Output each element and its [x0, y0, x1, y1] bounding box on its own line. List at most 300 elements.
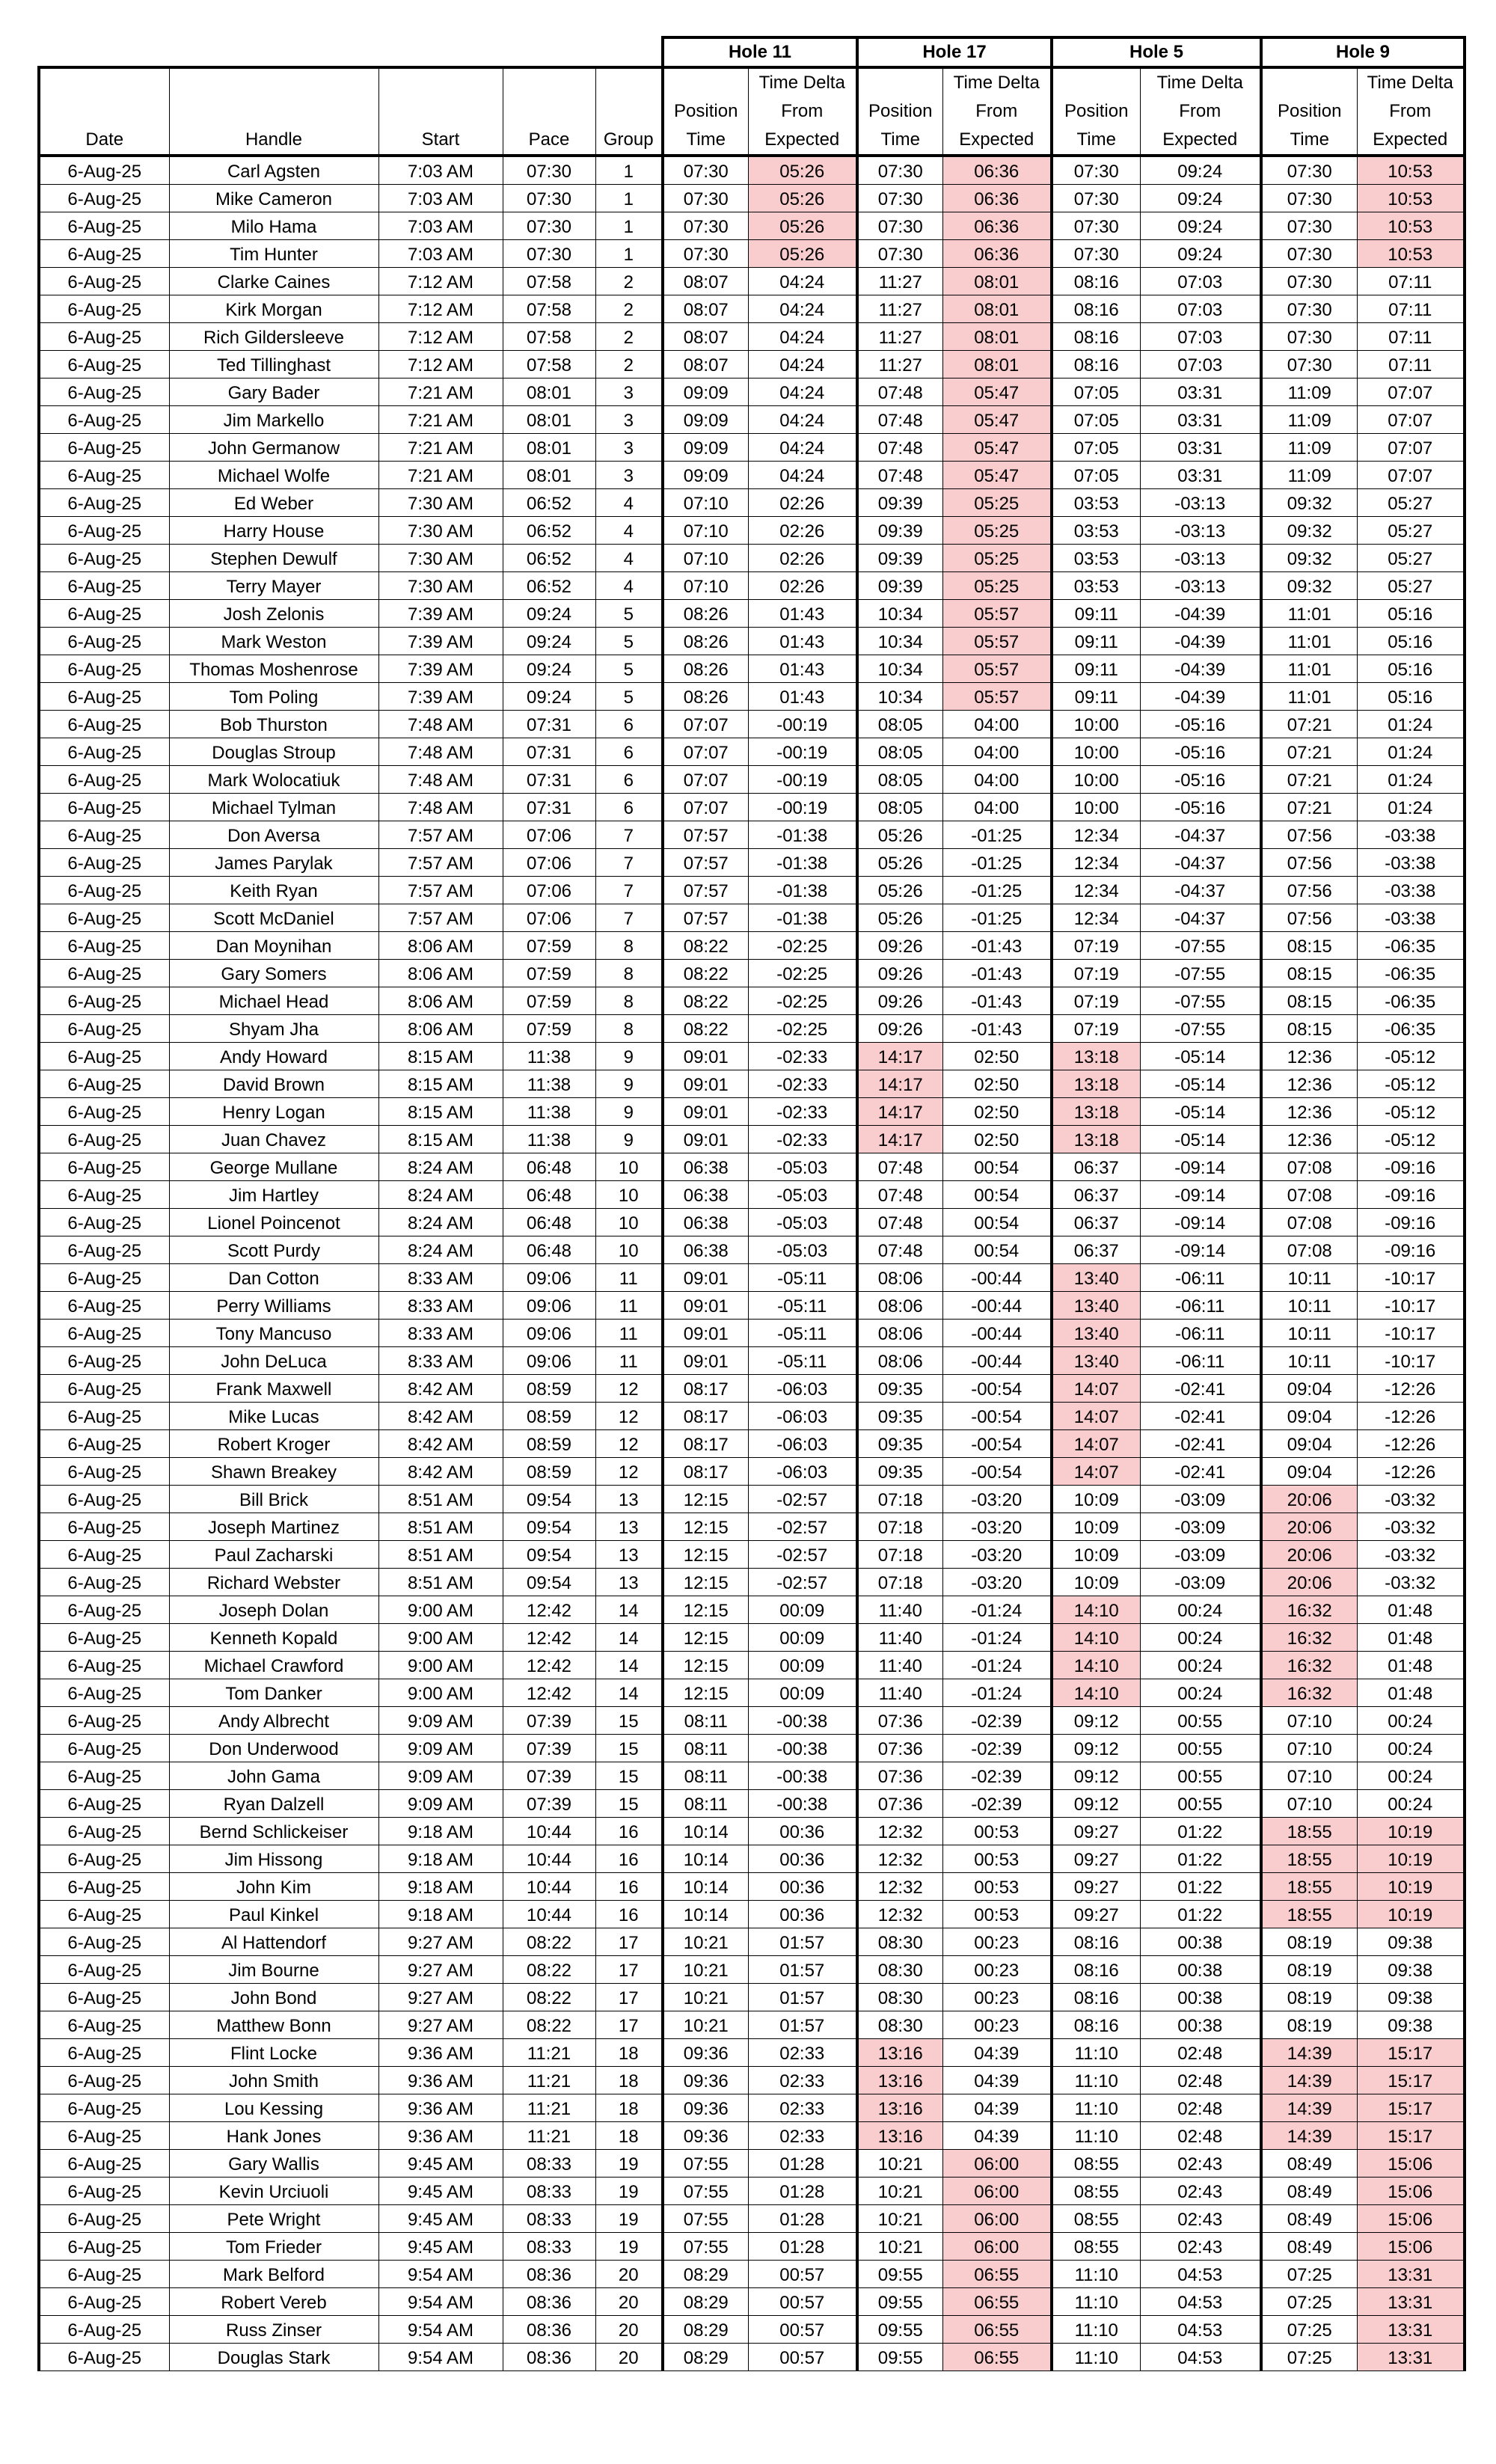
hole-17-position-time-cell: 09:39 — [857, 517, 942, 545]
handle-cell: Frank Maxwell — [169, 1375, 378, 1403]
hole-9-time-delta-cell: 01:48 — [1357, 1596, 1465, 1624]
group-cell: 16 — [595, 1873, 663, 1901]
hole-11-position-time-cell: 08:26 — [663, 655, 748, 683]
hole-9-position-time-cell: 14:39 — [1261, 2039, 1357, 2067]
hole-5-position-time-cell: 10:00 — [1052, 766, 1140, 794]
hole-11-position-time-cell: 07:57 — [663, 904, 748, 932]
date-cell: 6-Aug-25 — [39, 1264, 169, 1292]
hole-9-position-time-cell: 12:36 — [1261, 1126, 1357, 1153]
hole-11-position-time-cell: 10:21 — [663, 1928, 748, 1956]
group-cell: 7 — [595, 877, 663, 904]
hole-5-position-time-header — [1052, 67, 1140, 156]
handle-cell: Michael Wolfe — [169, 462, 378, 489]
header-label-line: From — [781, 101, 824, 121]
hole-11-position-time-cell: 10:21 — [663, 1956, 748, 1984]
hole-9-position-time-cell: 09:04 — [1261, 1430, 1357, 1458]
handle-cell: Jim Bourne — [169, 1956, 378, 1984]
hole-11-time-delta-cell: -05:03 — [748, 1236, 857, 1264]
pace-cell: 12:42 — [503, 1652, 595, 1679]
hole-9-time-delta-cell: -03:38 — [1357, 821, 1465, 849]
pace-cell: 09:24 — [503, 628, 595, 655]
table-row — [39, 406, 1465, 434]
hole-11-time-delta-cell: 01:57 — [748, 1984, 857, 2011]
pace-cell: 09:06 — [503, 1292, 595, 1320]
date-cell: 6-Aug-25 — [39, 1873, 169, 1901]
hole-11-time-delta-cell: 04:24 — [748, 351, 857, 379]
header-spacer — [39, 37, 663, 67]
hole-5-time-delta-cell: 00:24 — [1140, 1652, 1261, 1679]
group-cell: 15 — [595, 1762, 663, 1790]
pace-cell: 08:01 — [503, 434, 595, 462]
hole-5-time-delta-cell: -03:13 — [1140, 545, 1261, 572]
hole-5-time-delta-cell: 03:31 — [1140, 462, 1261, 489]
handle-cell: Pete Wright — [169, 2205, 378, 2233]
table-row — [39, 2261, 1465, 2288]
hole-17-time-delta-cell: 06:36 — [942, 240, 1052, 268]
hole-11-position-time-cell: 08:11 — [663, 1790, 748, 1818]
hole-5-position-time-cell: 14:07 — [1052, 1375, 1140, 1403]
handle-cell: Terry Mayer — [169, 572, 378, 600]
hole-17-position-time-cell: 10:21 — [857, 2205, 942, 2233]
hole-17-time-delta-cell: 06:36 — [942, 156, 1052, 185]
table-row — [39, 904, 1465, 932]
group-cell: 9 — [595, 1043, 663, 1070]
hole-5-time-delta-cell: -05:14 — [1140, 1070, 1261, 1098]
table-row — [39, 987, 1465, 1015]
hole-9-position-time-cell: 08:49 — [1261, 2233, 1357, 2261]
hole-17-time-delta-cell: -03:20 — [942, 1513, 1052, 1541]
hole-9-position-time-cell: 07:21 — [1261, 794, 1357, 821]
group-cell: 16 — [595, 1818, 663, 1845]
pace-cell: 10:44 — [503, 1873, 595, 1901]
hole-9-position-time-cell: 11:09 — [1261, 406, 1357, 434]
hole-17-position-time-cell: 07:18 — [857, 1513, 942, 1541]
hole-5-time-delta-cell: -05:16 — [1140, 766, 1261, 794]
hole-9-time-delta-cell: 15:06 — [1357, 2150, 1465, 2178]
hole-17-position-time-cell: 13:16 — [857, 2122, 942, 2150]
handle-cell: Mark Weston — [169, 628, 378, 655]
hole-11-position-time-cell: 07:30 — [663, 185, 748, 212]
hole-9-time-delta-cell: 07:11 — [1357, 295, 1465, 323]
hole-9-time-delta-cell: -06:35 — [1357, 987, 1465, 1015]
hole-17-time-delta-cell: 06:55 — [942, 2288, 1052, 2316]
pace-cell: 07:06 — [503, 877, 595, 904]
hole-11-position-time-cell: 09:01 — [663, 1292, 748, 1320]
start-cell: 9:27 AM — [378, 2011, 503, 2039]
hole-11-position-time-cell: 06:38 — [663, 1153, 748, 1181]
hole-17-time-delta-cell: 05:57 — [942, 655, 1052, 683]
hole-5-position-time-cell: 07:19 — [1052, 932, 1140, 960]
group-cell: 3 — [595, 434, 663, 462]
hole-11-position-time-cell: 12:15 — [663, 1596, 748, 1624]
start-cell: 7:48 AM — [378, 794, 503, 821]
hole-9-time-delta-cell: 00:24 — [1357, 1735, 1465, 1762]
pace-cell: 07:30 — [503, 212, 595, 240]
hole-11-position-time-cell: 07:07 — [663, 794, 748, 821]
hole-9-time-delta-cell: -10:17 — [1357, 1347, 1465, 1375]
hole-11-time-delta-cell: -02:33 — [748, 1126, 857, 1153]
hole-9-time-delta-cell: -12:26 — [1357, 1403, 1465, 1430]
handle-cell: John DeLuca — [169, 1347, 378, 1375]
hole-17-time-delta-cell: 08:01 — [942, 295, 1052, 323]
hole-17-time-delta-header — [942, 67, 1052, 156]
date-cell: 6-Aug-25 — [39, 545, 169, 572]
start-cell: 9:18 AM — [378, 1873, 503, 1901]
hole-9-time-delta-cell: 07:11 — [1357, 351, 1465, 379]
hole-9-position-time-cell: 20:06 — [1261, 1541, 1357, 1569]
table-row — [39, 489, 1465, 517]
hole-17-time-delta-cell: -00:44 — [942, 1347, 1052, 1375]
hole-5-position-time-cell: 14:10 — [1052, 1596, 1140, 1624]
hole-17-position-time-cell: 07:48 — [857, 462, 942, 489]
pace-cell: 07:39 — [503, 1707, 595, 1735]
hole-5-position-time-cell: 11:10 — [1052, 2094, 1140, 2122]
start-cell: 7:21 AM — [378, 379, 503, 406]
handle-cell: John Smith — [169, 2067, 378, 2094]
hole-9-time-delta-cell: 10:53 — [1357, 156, 1465, 185]
hole-9-time-delta-cell: 10:19 — [1357, 1845, 1465, 1873]
table-row — [39, 1181, 1465, 1209]
hole-17-time-delta-cell: -00:54 — [942, 1375, 1052, 1403]
hole-5-time-delta-cell: -09:14 — [1140, 1181, 1261, 1209]
pace-cell: 08:59 — [503, 1375, 595, 1403]
group-cell: 9 — [595, 1098, 663, 1126]
hole-9-time-delta-cell: -03:32 — [1357, 1541, 1465, 1569]
hole-5-header: Hole 5 — [1052, 37, 1261, 67]
hole-11-time-delta-cell: 05:26 — [748, 212, 857, 240]
hole-9-time-delta-cell: 10:19 — [1357, 1901, 1465, 1928]
table-row — [39, 2344, 1465, 2371]
hole-17-time-delta-cell: -01:43 — [942, 987, 1052, 1015]
hole-5-position-time-cell: 07:19 — [1052, 987, 1140, 1015]
hole-17-time-delta-cell: -00:44 — [942, 1320, 1052, 1347]
hole-5-time-delta-cell: -03:09 — [1140, 1541, 1261, 1569]
pace-cell: 07:30 — [503, 240, 595, 268]
date-cell: 6-Aug-25 — [39, 489, 169, 517]
hole-11-time-delta-cell: 00:36 — [748, 1901, 857, 1928]
start-cell: 9:54 AM — [378, 2344, 503, 2371]
hole-17-position-time-cell: 07:18 — [857, 1569, 942, 1596]
handle-cell: Josh Zelonis — [169, 600, 378, 628]
hole-5-time-delta-cell: 00:38 — [1140, 1928, 1261, 1956]
hole-17-position-time-cell: 05:26 — [857, 849, 942, 877]
hole-9-position-time-cell: 07:25 — [1261, 2288, 1357, 2316]
hole-17-position-time-cell: 07:36 — [857, 1762, 942, 1790]
hole-17-position-time-cell: 07:18 — [857, 1541, 942, 1569]
pace-cell: 07:39 — [503, 1790, 595, 1818]
hole-17-position-time-cell: 12:32 — [857, 1873, 942, 1901]
group-header: Group — [595, 67, 663, 156]
date-cell: 6-Aug-25 — [39, 268, 169, 295]
hole-17-time-delta-cell: -02:39 — [942, 1762, 1052, 1790]
hole-9-time-delta-cell: -10:17 — [1357, 1264, 1465, 1292]
hole-11-time-delta-cell: -05:03 — [748, 1181, 857, 1209]
hole-17-position-time-cell: 07:48 — [857, 1181, 942, 1209]
hole-5-position-time-cell: 08:16 — [1052, 268, 1140, 295]
pace-cell: 06:48 — [503, 1181, 595, 1209]
group-cell: 20 — [595, 2344, 663, 2371]
pace-cell: 09:24 — [503, 655, 595, 683]
pace-cell: 08:36 — [503, 2261, 595, 2288]
start-cell: 8:51 AM — [378, 1569, 503, 1596]
hole-9-time-delta-cell: 00:24 — [1357, 1790, 1465, 1818]
hole-9-position-time-cell: 07:21 — [1261, 711, 1357, 738]
header-label-line: Position — [1278, 101, 1342, 121]
hole-5-time-delta-cell: 00:24 — [1140, 1679, 1261, 1707]
hole-header-row — [39, 37, 1465, 67]
hole-5-position-time-cell: 14:10 — [1052, 1624, 1140, 1652]
start-cell: 7:57 AM — [378, 821, 503, 849]
hole-9-position-time-cell: 10:11 — [1261, 1320, 1357, 1347]
hole-5-position-time-cell: 07:05 — [1052, 379, 1140, 406]
hole-17-position-time-cell: 10:21 — [857, 2178, 942, 2205]
handle-cell: Michael Tylman — [169, 794, 378, 821]
hole-5-time-delta-cell: -04:39 — [1140, 655, 1261, 683]
hole-5-position-time-cell: 08:55 — [1052, 2205, 1140, 2233]
hole-9-position-time-cell: 07:56 — [1261, 849, 1357, 877]
date-cell: 6-Aug-25 — [39, 1070, 169, 1098]
hole-9-position-time-cell: 07:10 — [1261, 1707, 1357, 1735]
group-cell: 9 — [595, 1070, 663, 1098]
hole-17-position-time-cell: 11:27 — [857, 268, 942, 295]
hole-17-position-time-cell: 08:06 — [857, 1347, 942, 1375]
hole-17-position-time-cell: 07:48 — [857, 1236, 942, 1264]
hole-11-position-time-cell: 07:07 — [663, 711, 748, 738]
start-cell: 8:33 AM — [378, 1320, 503, 1347]
handle-cell: Thomas Moshenrose — [169, 655, 378, 683]
hole-17-position-time-cell: 13:16 — [857, 2067, 942, 2094]
hole-5-time-delta-cell: -09:14 — [1140, 1153, 1261, 1181]
hole-9-time-delta-cell: 00:24 — [1357, 1707, 1465, 1735]
start-cell: 7:21 AM — [378, 462, 503, 489]
table-row — [39, 2288, 1465, 2316]
hole-11-time-delta-cell: 01:28 — [748, 2178, 857, 2205]
date-cell: 6-Aug-25 — [39, 406, 169, 434]
hole-5-position-time-cell: 11:10 — [1052, 2067, 1140, 2094]
start-cell: 7:39 AM — [378, 600, 503, 628]
date-cell: 6-Aug-25 — [39, 1320, 169, 1347]
pace-cell: 08:22 — [503, 1928, 595, 1956]
hole-9-position-time-cell: 11:09 — [1261, 462, 1357, 489]
pace-cell: 09:24 — [503, 683, 595, 711]
hole-17-position-time-cell: 11:27 — [857, 295, 942, 323]
handle-cell: John Bond — [169, 1984, 378, 2011]
hole-11-position-time-cell: 07:55 — [663, 2205, 748, 2233]
group-cell: 19 — [595, 2233, 663, 2261]
date-cell: 6-Aug-25 — [39, 2067, 169, 2094]
hole-5-position-time-cell: 07:19 — [1052, 1015, 1140, 1043]
hole-9-position-time-cell: 07:30 — [1261, 212, 1357, 240]
hole-11-position-time-cell: 08:22 — [663, 960, 748, 987]
hole-5-time-delta-cell: 04:53 — [1140, 2344, 1261, 2371]
hole-17-position-time-cell: 11:40 — [857, 1652, 942, 1679]
group-cell: 7 — [595, 849, 663, 877]
pace-cell: 07:30 — [503, 185, 595, 212]
table-row — [39, 572, 1465, 600]
start-cell: 8:15 AM — [378, 1126, 503, 1153]
table-row — [39, 821, 1465, 849]
group-cell: 4 — [595, 489, 663, 517]
hole-9-time-delta-cell: 15:06 — [1357, 2233, 1465, 2261]
date-cell: 6-Aug-25 — [39, 877, 169, 904]
handle-cell: Scott McDaniel — [169, 904, 378, 932]
hole-11-time-delta-cell: 04:24 — [748, 379, 857, 406]
start-cell: 7:03 AM — [378, 240, 503, 268]
pace-cell: 10:44 — [503, 1818, 595, 1845]
start-cell: 8:33 AM — [378, 1347, 503, 1375]
hole-5-position-time-cell: 10:09 — [1052, 1541, 1140, 1569]
pace-cell: 07:39 — [503, 1735, 595, 1762]
date-cell: 6-Aug-25 — [39, 738, 169, 766]
hole-17-time-delta-cell: 04:00 — [942, 738, 1052, 766]
hole-9-header: Hole 9 — [1261, 37, 1465, 67]
hole-9-time-delta-cell: 05:27 — [1357, 545, 1465, 572]
header-label-line: Position — [674, 101, 738, 121]
hole-11-position-time-cell: 12:15 — [663, 1624, 748, 1652]
start-cell: 7:30 AM — [378, 572, 503, 600]
date-cell: 6-Aug-25 — [39, 434, 169, 462]
group-cell: 1 — [595, 185, 663, 212]
table-row — [39, 2178, 1465, 2205]
group-cell: 1 — [595, 212, 663, 240]
date-cell: 6-Aug-25 — [39, 1347, 169, 1375]
start-cell: 7:21 AM — [378, 406, 503, 434]
hole-5-time-delta-cell: -02:41 — [1140, 1458, 1261, 1486]
hole-5-position-time-cell: 07:30 — [1052, 240, 1140, 268]
hole-17-time-delta-cell: 05:57 — [942, 628, 1052, 655]
group-cell: 6 — [595, 738, 663, 766]
date-cell: 6-Aug-25 — [39, 2150, 169, 2178]
hole-9-time-delta-cell: 09:38 — [1357, 2011, 1465, 2039]
hole-9-time-delta-cell: 09:38 — [1357, 1928, 1465, 1956]
hole-9-position-time-cell: 12:36 — [1261, 1098, 1357, 1126]
date-cell: 6-Aug-25 — [39, 1624, 169, 1652]
hole-11-position-time-cell: 08:29 — [663, 2316, 748, 2344]
handle-cell: Dan Moynihan — [169, 932, 378, 960]
hole-5-time-delta-cell: -02:41 — [1140, 1375, 1261, 1403]
group-cell: 17 — [595, 1956, 663, 1984]
hole-5-position-time-cell: 06:37 — [1052, 1236, 1140, 1264]
hole-9-position-time-cell: 09:32 — [1261, 545, 1357, 572]
hole-17-time-delta-cell: 04:00 — [942, 766, 1052, 794]
hole-17-position-time-cell: 05:26 — [857, 821, 942, 849]
hole-9-position-time-cell: 07:30 — [1261, 351, 1357, 379]
handle-cell: Scott Purdy — [169, 1236, 378, 1264]
hole-11-position-time-cell: 10:14 — [663, 1818, 748, 1845]
hole-5-position-time-cell: 11:10 — [1052, 2288, 1140, 2316]
handle-cell: Don Aversa — [169, 821, 378, 849]
hole-17-position-time-cell: 12:32 — [857, 1901, 942, 1928]
hole-11-time-delta-cell: 00:36 — [748, 1873, 857, 1901]
hole-9-position-time-cell: 07:08 — [1261, 1236, 1357, 1264]
hole-17-position-time-cell: 08:06 — [857, 1292, 942, 1320]
hole-17-position-time-cell: 10:21 — [857, 2150, 942, 2178]
group-cell: 11 — [595, 1320, 663, 1347]
hole-9-position-time-cell: 09:32 — [1261, 489, 1357, 517]
group-cell: 16 — [595, 1845, 663, 1873]
date-cell: 6-Aug-25 — [39, 1541, 169, 1569]
hole-5-time-delta-cell: 02:43 — [1140, 2233, 1261, 2261]
hole-17-time-delta-cell: 00:23 — [942, 1956, 1052, 1984]
start-cell: 7:03 AM — [378, 156, 503, 185]
hole-17-time-delta-cell: 08:01 — [942, 268, 1052, 295]
hole-5-time-delta-cell: 03:31 — [1140, 434, 1261, 462]
hole-5-time-delta-cell: 00:38 — [1140, 1984, 1261, 2011]
start-cell: 8:06 AM — [378, 987, 503, 1015]
hole-11-position-time-cell: 07:10 — [663, 572, 748, 600]
hole-5-time-delta-cell: 00:24 — [1140, 1624, 1261, 1652]
handle-cell: Harry House — [169, 517, 378, 545]
hole-5-time-delta-cell: 07:03 — [1140, 268, 1261, 295]
hole-5-time-delta-cell: -03:13 — [1140, 517, 1261, 545]
start-cell: 9:27 AM — [378, 1928, 503, 1956]
table-row — [39, 1209, 1465, 1236]
pace-cell: 11:21 — [503, 2067, 595, 2094]
hole-5-time-delta-cell: 09:24 — [1140, 156, 1261, 185]
start-cell: 9:45 AM — [378, 2150, 503, 2178]
table-row — [39, 1541, 1465, 1569]
hole-5-position-time-cell: 10:09 — [1052, 1486, 1140, 1513]
hole-5-position-time-cell: 09:11 — [1052, 600, 1140, 628]
hole-5-position-time-cell: 10:09 — [1052, 1569, 1140, 1596]
handle-cell: Milo Hama — [169, 212, 378, 240]
hole-9-time-delta-cell: 01:24 — [1357, 711, 1465, 738]
hole-9-position-time-cell: 16:32 — [1261, 1652, 1357, 1679]
hole-17-time-delta-cell: 05:47 — [942, 406, 1052, 434]
hole-9-time-delta-cell: 13:31 — [1357, 2316, 1465, 2344]
pace-cell: 08:59 — [503, 1458, 595, 1486]
pace-cell: 09:54 — [503, 1541, 595, 1569]
header-label-line: Time Delta — [1156, 73, 1243, 93]
hole-9-position-time-cell: 08:49 — [1261, 2205, 1357, 2233]
hole-11-time-delta-cell: -02:25 — [748, 932, 857, 960]
hole-17-position-time-cell: 11:27 — [857, 323, 942, 351]
hole-9-time-delta-cell: -06:35 — [1357, 1015, 1465, 1043]
handle-cell: Jim Hartley — [169, 1181, 378, 1209]
hole-17-time-delta-cell: 00:53 — [942, 1873, 1052, 1901]
hole-9-time-delta-cell: 09:38 — [1357, 1956, 1465, 1984]
hole-11-position-time-cell: 08:07 — [663, 323, 748, 351]
date-cell: 6-Aug-25 — [39, 185, 169, 212]
hole-11-position-time-cell: 08:22 — [663, 1015, 748, 1043]
start-cell: 8:24 AM — [378, 1181, 503, 1209]
table-row — [39, 877, 1465, 904]
hole-5-position-time-cell: 07:05 — [1052, 434, 1140, 462]
hole-5-position-time-cell: 03:53 — [1052, 517, 1140, 545]
group-cell: 12 — [595, 1430, 663, 1458]
start-cell: 8:24 AM — [378, 1236, 503, 1264]
hole-5-time-delta-cell: -04:39 — [1140, 600, 1261, 628]
hole-17-position-time-cell: 07:30 — [857, 185, 942, 212]
hole-9-time-delta-cell: 10:53 — [1357, 212, 1465, 240]
group-cell: 7 — [595, 821, 663, 849]
hole-17-position-time-cell: 08:05 — [857, 794, 942, 821]
hole-11-position-time-cell: 06:38 — [663, 1209, 748, 1236]
hole-5-position-time-cell: 12:34 — [1052, 904, 1140, 932]
hole-17-position-time-cell: 07:48 — [857, 379, 942, 406]
hole-17-position-time-cell: 14:17 — [857, 1126, 942, 1153]
hole-17-position-time-cell: 09:35 — [857, 1458, 942, 1486]
group-cell: 17 — [595, 1928, 663, 1956]
hole-11-position-time-cell: 08:26 — [663, 600, 748, 628]
hole-17-position-time-cell: 13:16 — [857, 2094, 942, 2122]
date-cell: 6-Aug-25 — [39, 1043, 169, 1070]
hole-5-position-time-cell: 09:27 — [1052, 1873, 1140, 1901]
hole-11-time-delta-cell: -01:38 — [748, 877, 857, 904]
pace-cell: 11:38 — [503, 1126, 595, 1153]
hole-17-position-time-cell: 05:26 — [857, 877, 942, 904]
hole-5-time-delta-cell: -02:41 — [1140, 1403, 1261, 1430]
